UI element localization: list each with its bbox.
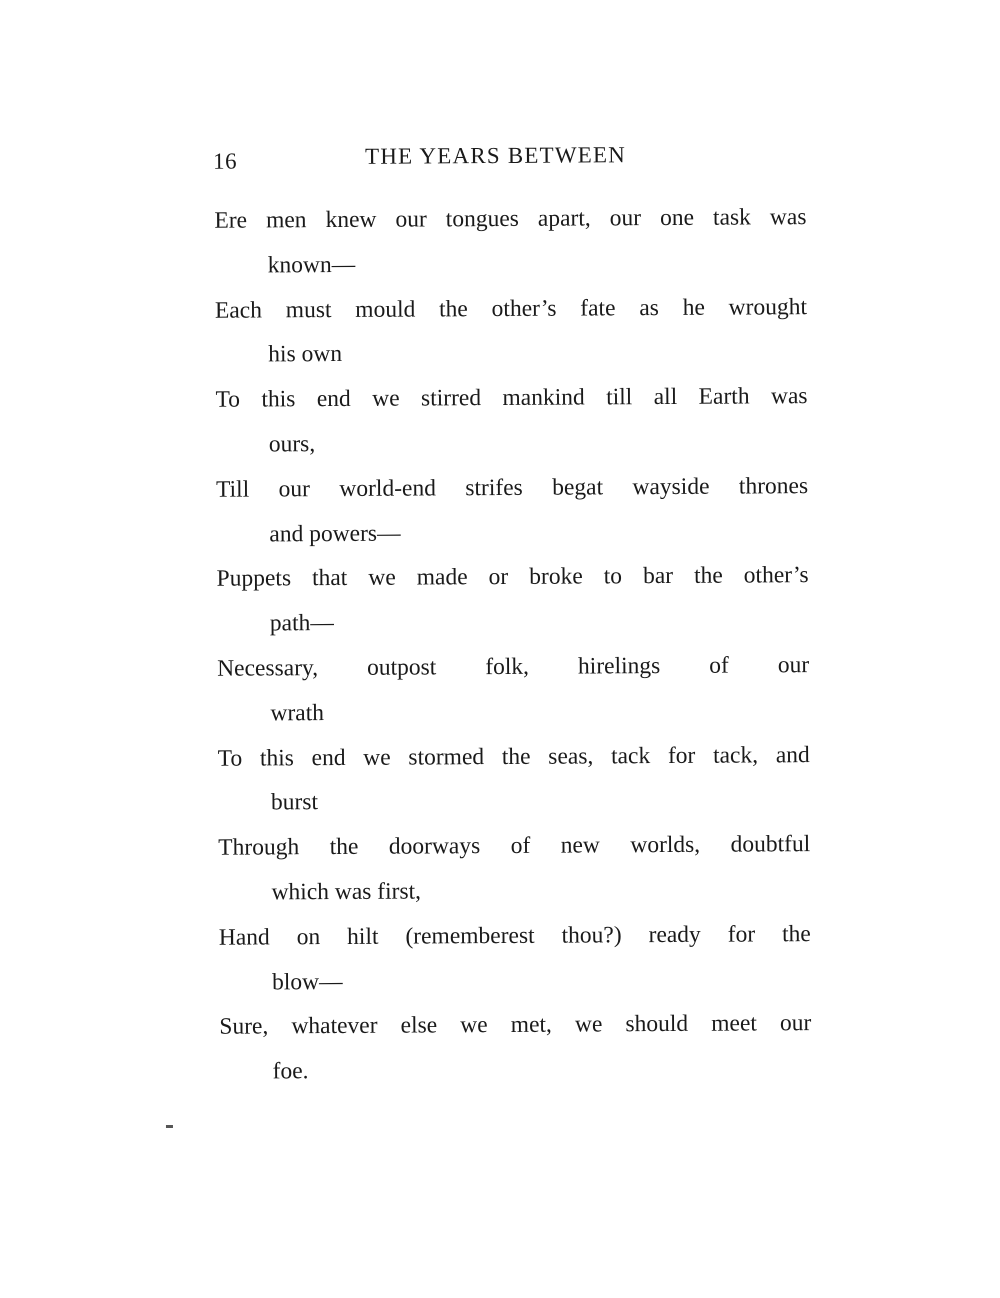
poem-line-continuation: path— <box>269 610 334 637</box>
poem-line-continuation: ours, <box>268 431 316 458</box>
poem-line: To this end we stirred mankind till all Earth was <box>215 383 808 413</box>
page-header <box>213 141 813 185</box>
poem-line: Hand on hilt (rememberest thou?) ready for the <box>218 920 811 951</box>
poem-line: Puppets that we made or broke to bar the other’s <box>216 562 809 593</box>
poem-line-continuation: his own <box>268 341 343 368</box>
poem-line-continuation: burst <box>270 789 319 816</box>
poem-line: Ere men knew our tongues apart, our one task was <box>214 204 807 234</box>
poem-text <box>214 195 811 1095</box>
poem-line-continuation: which was first, <box>271 878 422 906</box>
poem-line-continuation: blow— <box>272 968 343 995</box>
poem-line: Each must mould the other’s fate as he wrought <box>214 293 808 324</box>
poem-line: Sure, whatever else we met, we should meet our <box>219 1010 812 1041</box>
poem-line: Through the doorways of new worlds, doubtful <box>218 831 811 861</box>
poem-line: Till our world-end strifes begat wayside thrones <box>215 472 809 503</box>
scan-mark <box>166 1125 173 1128</box>
poem-line-continuation: wrath <box>270 699 325 727</box>
poem-line-continuation: foe. <box>272 1058 309 1085</box>
poem-line-continuation: and powers— <box>269 520 401 547</box>
poem-line: Necessary, outpost folk, hirelings of our <box>217 652 810 682</box>
poem-line: To this end we stormed the seas, tack for tack, and <box>217 741 810 772</box>
running-head: THE YEARS BETWEEN <box>364 142 627 169</box>
poem-line-continuation: known— <box>267 251 356 279</box>
page-number: 16 <box>212 148 238 174</box>
